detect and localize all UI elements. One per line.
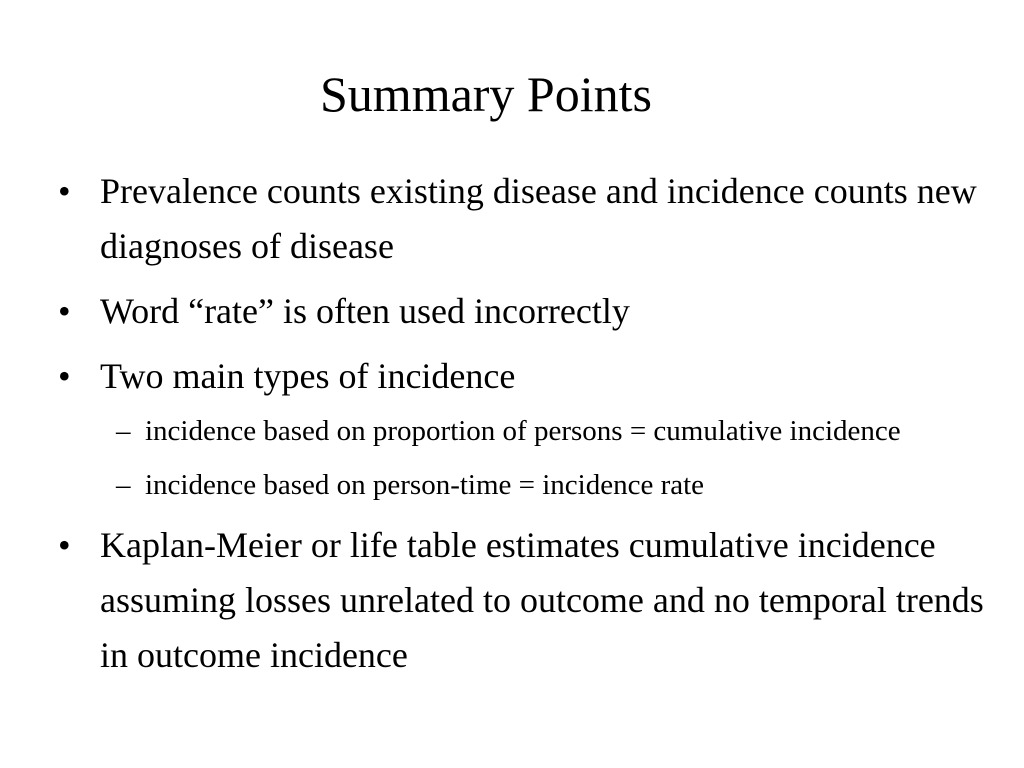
sub-bullet-marker: – <box>116 469 131 501</box>
sub-bullet-text: incidence based on proportion of persons = cumulative incidence <box>145 415 901 447</box>
sub-bullet-list-wrapper <box>100 408 988 508</box>
sub-bullet-cumulative-incidence <box>58 408 988 454</box>
bullet-item-incidence-types <box>58 349 988 508</box>
bullet-marker: • <box>58 291 71 331</box>
bullet-text: Prevalence counts existing disease and incidence counts new diagnoses of disease <box>100 171 977 266</box>
sub-bullet-marker: – <box>116 415 131 447</box>
bullet-item-rate-word <box>58 284 988 339</box>
sub-bullet-text: incidence based on person-time = incidence rate <box>145 469 705 501</box>
bullet-text: Two main types of incidence <box>100 356 516 396</box>
bullet-marker: • <box>58 356 71 396</box>
sub-bullet-list <box>100 408 988 508</box>
bullet-text: Word “rate” is often used incorrectly <box>100 291 630 331</box>
bullet-item-kaplan-meier <box>58 518 988 683</box>
slide-title: Summary Points <box>320 66 652 122</box>
bullet-marker: • <box>58 525 71 565</box>
bullet-item-prevalence-incidence <box>58 164 988 274</box>
bullet-marker: • <box>58 171 71 211</box>
sub-bullet-incidence-rate <box>58 462 988 508</box>
bullet-list <box>58 164 988 693</box>
bullet-text: Kaplan-Meier or life table estimates cumulative incidence assuming losses unrelated to outcome and no temporal trends in outcome incidence <box>100 525 984 675</box>
